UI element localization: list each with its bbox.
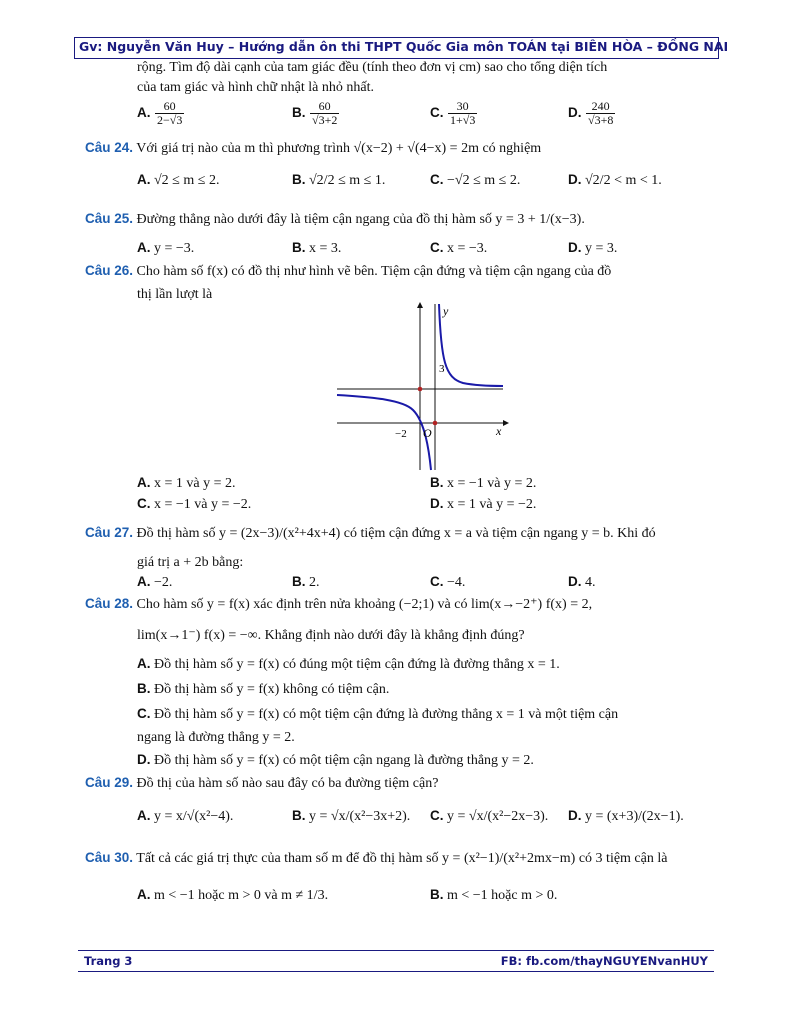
q28-option-a: A. Đồ thị hàm số y = f(x) có đúng một tiệm cận đứng là đường thẳng x = 1. [137,656,560,672]
footer-facebook-link[interactable]: FB: fb.com/thayNGUYENvanHUY [500,954,708,968]
q25-text: Đường thẳng nào dưới đây là tiệm cận ngang của đồ thị hàm số y = 3 + 1/(x−3). [136,212,585,227]
q23-option-b: B. $\frac{60}{√3+2}$ [292,99,338,128]
q30-number: Câu 30. [85,850,134,865]
q25 [85,211,585,228]
q28-option-d: D. Đồ thị hàm số y = f(x) có một tiệm cận ngang là đường thẳng y = 2. [137,752,534,768]
q27-option-d: D. 4. [568,574,596,590]
q24-option-b: B. √2/2 ≤ m ≤ 1. [292,172,386,188]
header-title: Gv: Nguyễn Văn Huy – Hướng dẫn ôn thi THPT Quốc Gia môn TOÁN tại BIÊN HÒA – ĐỒNG NAI [79,39,729,54]
q28-number: Câu 28. [85,596,134,611]
q26-option-a: A. x = 1 và y = 2. [137,475,236,491]
q24-text: Với giá trị nào của m thì phương trình √(x−2) + √(4−x) = 2m có nghiệm [136,141,542,156]
q28-text-2: lim(x→1⁻) f(x) = −∞. Khẳng định nào dưới đây là khẳng định đúng? [137,628,525,643]
q28-option-b: B. Đồ thị hàm số y = f(x) không có tiệm cận. [137,681,390,697]
q23-option-c: C. $\frac{30}{1+√3}$ [430,99,476,128]
q24-option-c: C. −√2 ≤ m ≤ 2. [430,172,521,188]
q28 [85,596,592,613]
q26-text-2: thị lần lượt là [137,287,213,302]
q30-option-a: A. m < −1 hoặc m > 0 và m ≠ 1/3. [137,887,329,903]
q30 [85,850,667,867]
origin-label: O [423,426,432,440]
q26-option-d: D. x = 1 và y = −2. [430,496,537,512]
q27-option-a: A. −2. [137,574,173,590]
q25-option-d: D. y = 3. [568,240,618,256]
q26-function-graph [333,300,513,472]
q23-option-a: A. $\frac{60}{2-√3}$ [137,99,183,128]
q30-option-b: B. m < −1 hoặc m > 0. [430,887,558,903]
q27-text-1: Đồ thị hàm số y = (2x−3)/(x²+4x+4) có tiệm cận đứng x = a và tiệm cận ngang y = b. Khi đó [136,526,656,541]
x-axis-arrow [503,420,509,426]
q29 [85,775,438,792]
page-footer [78,950,714,972]
point-on-x-axis [433,421,438,426]
footer-page-number: Trang 3 [84,954,133,968]
q28-option-c: C. Đồ thị hàm số y = f(x) có một tiệm cận đứng là đường thẳng x = 1 và một tiệm cận [137,706,619,722]
q27-option-b: B. 2. [292,574,320,590]
q26 [85,263,611,280]
point-on-y-axis [418,387,423,392]
q28-text-1: Cho hàm số y = f(x) xác định trên nửa khoảng (−2;1) và có lim(x→−2⁺) f(x) = 2, [136,597,593,612]
q26-option-b: B. x = −1 và y = 2. [430,475,537,491]
q27-text-2: giá trị a + 2b bằng: [137,555,244,570]
x-axis-label: x [496,424,502,438]
q29-number: Câu 29. [85,775,134,790]
q30-text: Tất cả các giá trị thực của tham số m để đồ thị hàm số y = (x²−1)/(x²+2mx−m) có 3 tiệm cận là [136,851,668,866]
q25-option-b: B. x = 3. [292,240,342,256]
q26-text-1: Cho hàm số f(x) có đồ thị như hình vẽ bên. Tiệm cận đứng và tiệm cận ngang của đồ [136,264,612,279]
intro-line-1: rộng. Tìm độ dài cạnh của tam giác đều (tính theo đơn vị cm) sao cho tổng diện tích [137,60,608,75]
q27-option-c: C. −4. [430,574,466,590]
q24-option-a: A. √2 ≤ m ≤ 2. [137,172,220,188]
q29-option-c: C. y = √x/(x²−2x−3). [430,808,549,824]
q25-option-c: C. x = −3. [430,240,488,256]
q23-option-d: D. $\frac{240}{√3+8}$ [568,99,614,128]
q24-option-d: D. √2/2 < m < 1. [568,172,662,188]
y-axis-arrow [417,302,423,308]
q26-number: Câu 26. [85,263,134,278]
q28-option-c-cont: ngang là đường thẳng y = 2. [137,730,295,745]
curve-left-branch [337,395,431,470]
y-axis-label: y [443,304,449,318]
tick-y-label: 3 [439,363,445,375]
q26-option-c: C. x = −1 và y = −2. [137,496,252,512]
page-header [74,37,729,59]
q24-number: Câu 24. [85,140,134,155]
q24 [85,140,541,157]
intro-line-2: của tam giác và hình chữ nhật là nhỏ nhất. [137,80,374,95]
curve-right-branch [439,304,503,386]
q25-option-a: A. y = −3. [137,240,195,256]
q29-text: Đồ thị của hàm số nào sau đây có ba đường tiệm cận? [136,776,439,791]
q27-number: Câu 27. [85,525,134,540]
q27 [85,525,656,542]
q25-number: Câu 25. [85,211,134,226]
tick-x-label: −2 [395,428,407,440]
q29-option-d: D. y = (x+3)/(2x−1). [568,808,684,824]
q29-option-a: A. y = x/√(x²−4). [137,808,234,824]
q29-option-b: B. y = √x/(x²−3x+2). [292,808,411,824]
